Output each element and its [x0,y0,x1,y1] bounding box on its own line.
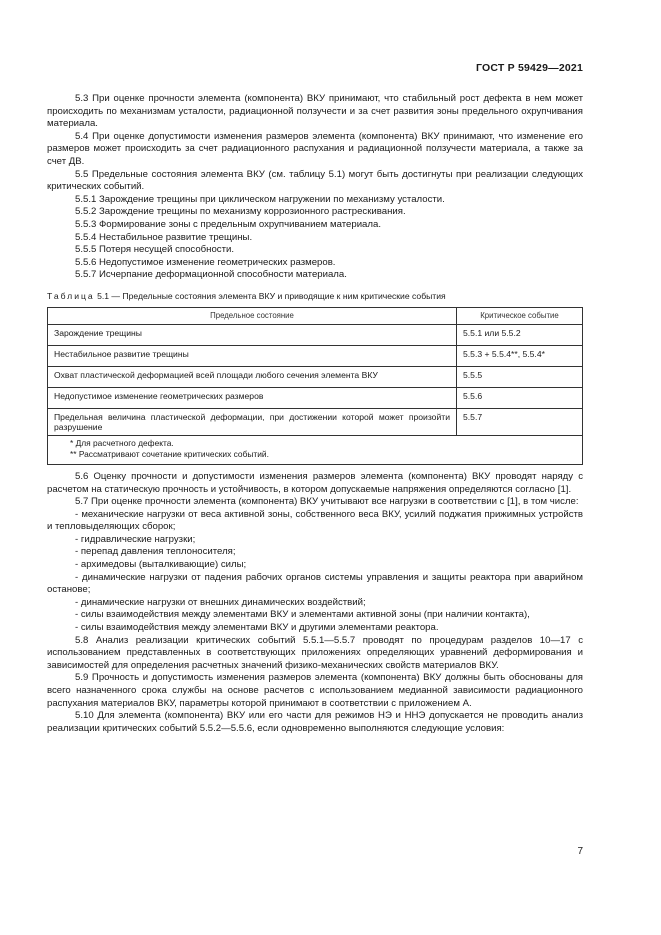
critical-event-item: 5.5.1 Зарождение трещины при циклическом нагружении по механизму усталости. [75,193,445,205]
limit-state-cell: Зарождение трещины [48,324,457,345]
load-item: - силы взаимодействия между элементами ВКУ и другими элементами реактора. [75,622,439,634]
table-row [48,324,583,345]
load-item: - гидравлические нагрузки; [75,533,196,545]
column-header-limit-state: Предельное состояние [48,307,457,324]
critical-event-item: 5.5.2 Зарождение трещины по механизму коррозионного растрескивания. [75,206,406,218]
critical-event-cell: 5.5.3 + 5.5.4**, 5.5.4* [457,345,583,366]
limit-states-table [47,307,583,465]
load-item: - перепад давления теплоносителя; [75,546,236,558]
page-number: 7 [577,846,583,857]
paragraph-5-9: 5.9 Прочность и допустимость изменения размеров элемента (компонента) ВКУ должны быть обоснованы для всего назначенного срока службы на основе расчетов с использованием медианной зависимости радиационного распухания материалов ВКУ, параметры которой принимают в соответствии с приложением А. [47,672,583,709]
table-row [48,366,583,387]
table-notes-row [48,435,583,464]
page-content [47,93,583,735]
critical-event-cell: 5.5.7 [457,408,583,435]
paragraph-5-10: 5.10 Для элемента (компонента) ВКУ или его части для режимов НЭ и ННЭ допускается не проводить анализ реализации критических событий 5.5.2—5.5.6, если одновременно выполняются следующие условия: [47,710,583,734]
table-row [48,345,583,366]
table-row [48,408,583,435]
critical-event-item: 5.5.5 Потеря несущей способности. [75,244,235,256]
paragraph-5-5: 5.5 Предельные состояния элемента ВКУ (см. таблицу 5.1) могут быть достигнуты при реализации следующих критических событий. [47,168,583,193]
load-item: - динамические нагрузки от падения рабочих органов системы управления и защиты реактора при аварийном останове; [47,571,583,596]
paragraph-5-4: 5.4 При оценке допустимости изменения размеров элемента (компонента) ВКУ принимают, что изменение его размеров может происходить за счет радиационного распухания и радиационной ползучести материала, а также за счет ДВ. [47,130,583,167]
critical-event-cell: 5.5.5 [457,366,583,387]
table-caption [47,291,583,301]
critical-event-item: 5.5.6 Недопустимое изменение геометрических размеров. [75,256,336,268]
limit-state-cell: Недопустимое изменение геометрических размеров [48,387,457,408]
load-item: - динамические нагрузки от внешних динамических воздействий; [75,596,366,608]
table-note: ** Рассматривают сочетание критических событий. [70,449,269,460]
table-header-row [48,307,583,324]
critical-event-cell: 5.5.1 или 5.5.2 [457,324,583,345]
table-row [48,387,583,408]
limit-state-cell: Предельная величина пластической деформации, при достижении которой может произойти разрушение [48,408,457,435]
load-item: - механические нагрузки от веса активной зоны, собственного веса ВКУ, усилий поджатия прижимных устройств и тепловыделяющих сборок; [47,508,583,533]
paragraph-5-3: 5.3 При оценке прочности элемента (компонента) ВКУ принимают, что стабильный рост дефекта в нем может происходить по механизмам усталости, радиационной ползучести и за счет развития зоны предельного охрупчивания материала. [47,93,583,130]
column-header-critical-event: Критическое событие [457,307,583,324]
critical-event-cell: 5.5.6 [457,387,583,408]
critical-event-item: 5.5.4 Нестабильное развитие трещины. [75,231,253,243]
standard-code: ГОСТ Р 59429—2021 [475,62,583,74]
paragraph-5-8: 5.8 Анализ реализации критических событий 5.5.1—5.5.7 проводят по процедурам разделов 10—17 с использованием представленных в соответствующих приложениях определяющих уравнений деформирования и зависимостей для определения расчетных значений физико-механических свойств материалов ВКУ. [47,634,583,671]
critical-event-item: 5.5.7 Исчерпание деформационной способности материала. [75,269,347,281]
table-caption-text: 5.1 — Предельные состояния элемента ВКУ и приводящие к ним критические события [97,290,446,301]
limit-state-cell: Охват пластической деформацией всей площади любого сечения элемента ВКУ [48,366,457,387]
table-note: * Для расчетного дефекта. [70,437,174,448]
table-notes [48,435,583,464]
critical-event-item: 5.5.3 Формирование зоны с предельным охрупчиванием материала. [75,218,381,230]
load-item: - силы взаимодействия между элементами ВКУ и элементами активной зоны (при наличии контакта), [75,609,530,621]
load-item: - архимедовы (выталкивающие) силы; [75,559,247,571]
paragraph-5-7: 5.7 При оценке прочности элемента (компонента) ВКУ учитывают все нагрузки в соответствии с [1], в том числе: [75,496,579,508]
limit-state-cell: Нестабильное развитие трещины [48,345,457,366]
paragraph-5-6: 5.6 Оценку прочности и допустимости изменения размеров элемента (компонента) ВКУ проводят наряду с расчетом на статическую прочность и устойчивость, в котором допускаемые напряжения определяются согласно [1]. [47,470,583,495]
table-caption-label: Таблица [47,290,95,301]
